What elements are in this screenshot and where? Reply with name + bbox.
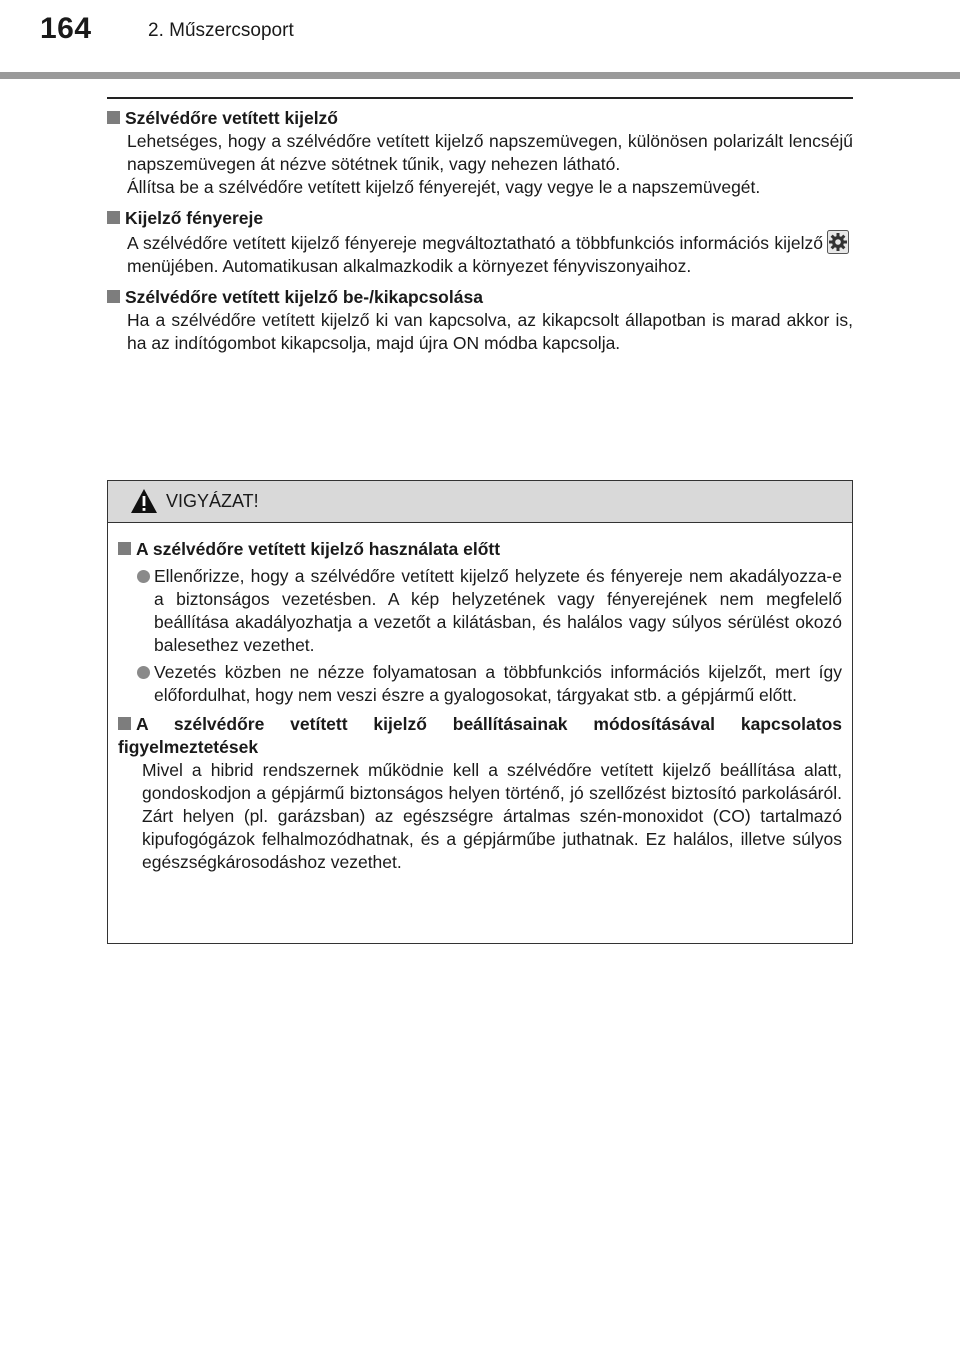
caution-paragraph: Mivel a hibrid rendszernek működnie kell a szélvédőre vetített kijelző beállítása alatt, gondoskodjon a gépjármű biztonságos helyen történő, jó szellőzést biztosító parkolásáról. Zárt helyen (pl. garázsban) az egészségre ártalmas szén-monoxidot (CO) tartalmazó kipufogógázok felhalmozódhatnak, és a gépjárműbe juthatnak. Ez halálos, illetve súlyos egészségkárosodáshoz vezethet. [142,760,842,872]
item-heading: Kijelző fényereje [125,208,264,228]
content-top-rule [107,97,853,99]
item-headup-display [107,107,853,199]
square-bullet-icon [107,290,120,303]
list-item: Vezetés közben ne nézze folyamatosan a többfunkciós információs kijelzőt, mert így előfordulhat, hogy nem veszi észre a gyalogosokat, tárgyakat stb. a gépjármű előtt. [118,661,842,707]
item-paragraph: Ha a szélvédőre vetített kijelző ki van kapcsolva, az kikapcsolt állapotban is marad akkor is, ha az indítógombot kikapcsolja, majd újra ON módba kapcsolja. [127,310,853,353]
item-on-off [107,286,853,355]
item-heading: Szélvédőre vetített kijelző be-/kikapcsolása [125,287,483,307]
caution-section [118,713,842,874]
caution-heading: A szélvédőre vetített kijelző beállításainak módosításával kapcsolatos figyelmeztetések [118,714,842,757]
caution-heading: A szélvédőre vetített kijelző használata előtt [136,539,501,559]
item-text: A szélvédőre vetített kijelző fényereje megváltoztatható a többfunkciós információs kijelző [127,233,823,253]
round-bullet-icon [137,666,150,679]
square-bullet-icon [107,111,120,124]
caution-box [107,480,853,944]
caution-section [118,538,842,707]
gear-icon [827,230,849,254]
caution-label: VIGYÁZAT! [166,491,259,511]
header-rule [0,72,960,79]
caution-header [108,481,852,523]
item-heading: Szélvédőre vetített kijelző [125,108,338,128]
warning-triangle-icon [130,488,158,514]
page-number: 164 [40,12,92,45]
square-bullet-icon [118,542,131,555]
list-item: Ellenőrizze, hogy a szélvédőre vetített kijelző helyzete és fényereje nem akadályozza-e a biztonságos vezetésben. A kép helyzetének vagy fényerejének nem megfelelő beállítása akadályozhatja a vezetőt a kilátásban, és halálos vagy súlyos sérülést okozó balesethez vezethet. [118,565,842,657]
content-body [107,107,853,363]
section-title: 2. Műszercsoport [148,20,294,41]
square-bullet-icon [107,211,120,224]
round-bullet-icon [137,570,150,583]
item-text: menüjében. Automatikusan alkalmazkodik a környezet fényviszonyaihoz. [127,256,692,276]
item-paragraph: Lehetséges, hogy a szélvédőre vetített kijelző napszemüvegen, különösen polarizált lencséjű napszemüvegen át nézve sötétnek tűnik, vagy nehezen látható. [127,131,853,174]
item-paragraph: Állítsa be a szélvédőre vetített kijelző fényerejét, vagy vegye le a napszemüvegét. [127,177,761,197]
square-bullet-icon [118,717,131,730]
item-brightness [107,207,853,278]
